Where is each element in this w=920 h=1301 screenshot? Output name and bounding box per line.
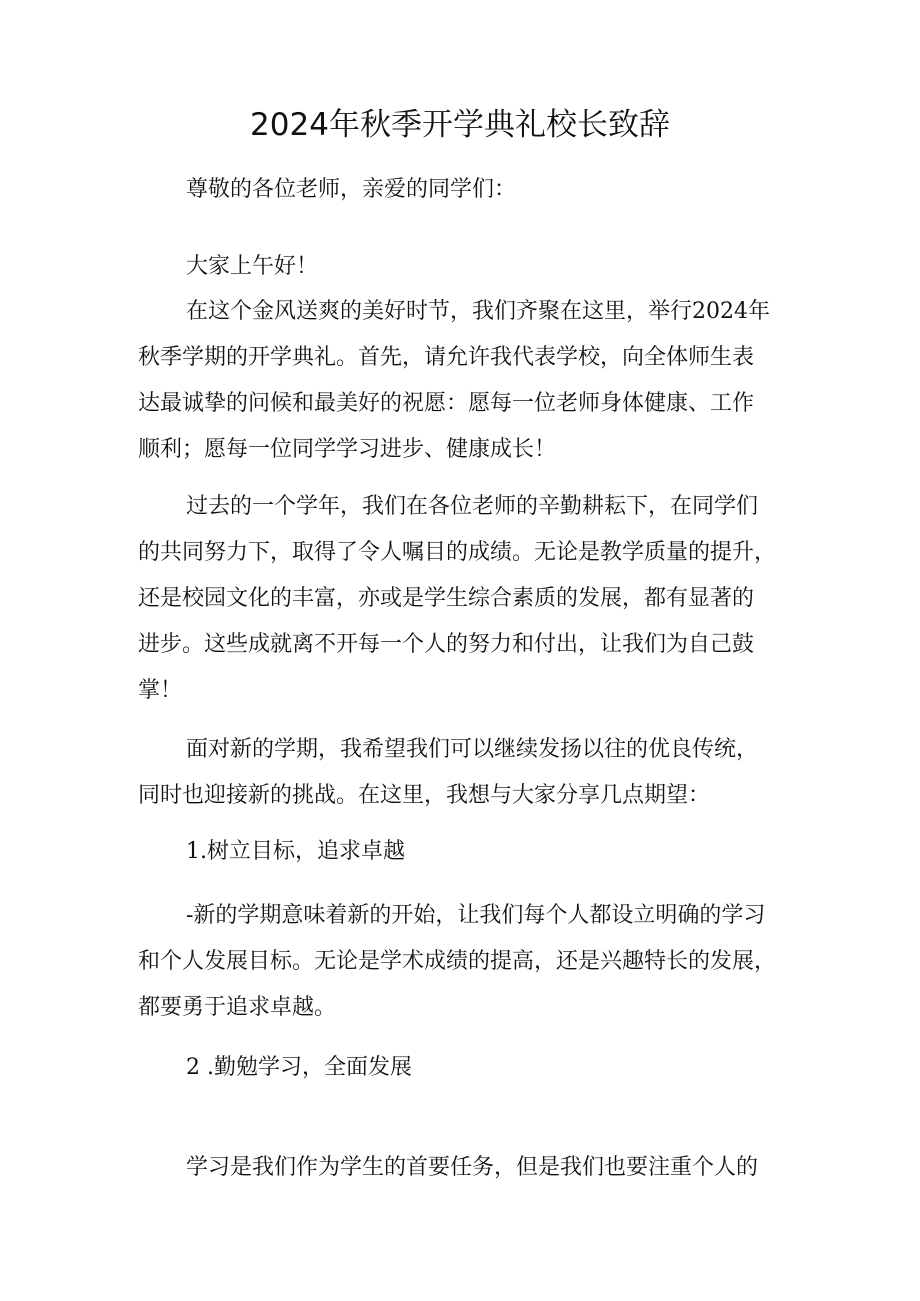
paragraph-4-line: 都要勇于追求卓越。 [138,995,337,1020]
paragraph-2-line: 进步。这些成就离不开每一个人的努力和付出，让我们为自己鼓 [138,632,755,657]
paragraph-1-line: 达最诚挚的问候和最美好的祝愿：愿每一位老师身体健康、工作 [138,391,755,416]
heading-2: 2 .勤勉学习，全面发展 [186,1055,412,1080]
paragraph-1-line: 在这个金风送爽的美好时节，我们齐聚在这里，举行2024年 [186,299,770,324]
paragraph-4-line: -新的学期意味着新的开始，让我们每个人都设立明确的学习 [186,903,766,928]
paragraph-3-line: 面对新的学期，我希望我们可以继续发扬以往的优良传统， [186,737,759,762]
paragraph-3-line: 同时也迎接新的挑战。在这里，我想与大家分享几点期望： [138,783,711,808]
paragraph-5 [138,1145,794,1191]
paragraph-1-line: 秋季学期的开学典礼。首先，请允许我代表学校，向全体师生表 [138,345,755,370]
paragraph-2-line: 过去的一个学年，我们在各位老师的辛勤耕耘下，在同学们 [186,494,759,519]
paragraph-2-line: 的共同努力下，取得了令人嘱目的成绩。无论是教学质量的提升， [138,540,777,565]
paragraph-2-line: 掌！ [138,678,183,703]
paragraph-2 [138,484,794,714]
paragraph-4-line: 和个人发展目标。无论是学术成绩的提高，还是兴趣特长的发展， [138,949,777,974]
paragraph-1-line: 顺利；愿每一位同学学习进步、健康成长！ [138,437,557,462]
paragraph-4 [138,893,794,1031]
hello-line: 大家上午好！ [186,254,319,279]
paragraph-5-line: 学习是我们作为学生的首要任务，但是我们也要注重个人的 [186,1155,759,1180]
heading-1: 1.树立目标，追求卓越 [186,839,405,864]
paragraph-3 [138,727,794,819]
document-title: 2024年秋季开学典礼校长致辞 [250,107,670,143]
paragraph-2-line: 还是校园文化的丰富，亦或是学生综合素质的发展，都有显著的 [138,586,755,611]
greeting-line: 尊敬的各位老师，亲爱的同学们： [186,177,517,202]
paragraph-1 [138,289,794,473]
